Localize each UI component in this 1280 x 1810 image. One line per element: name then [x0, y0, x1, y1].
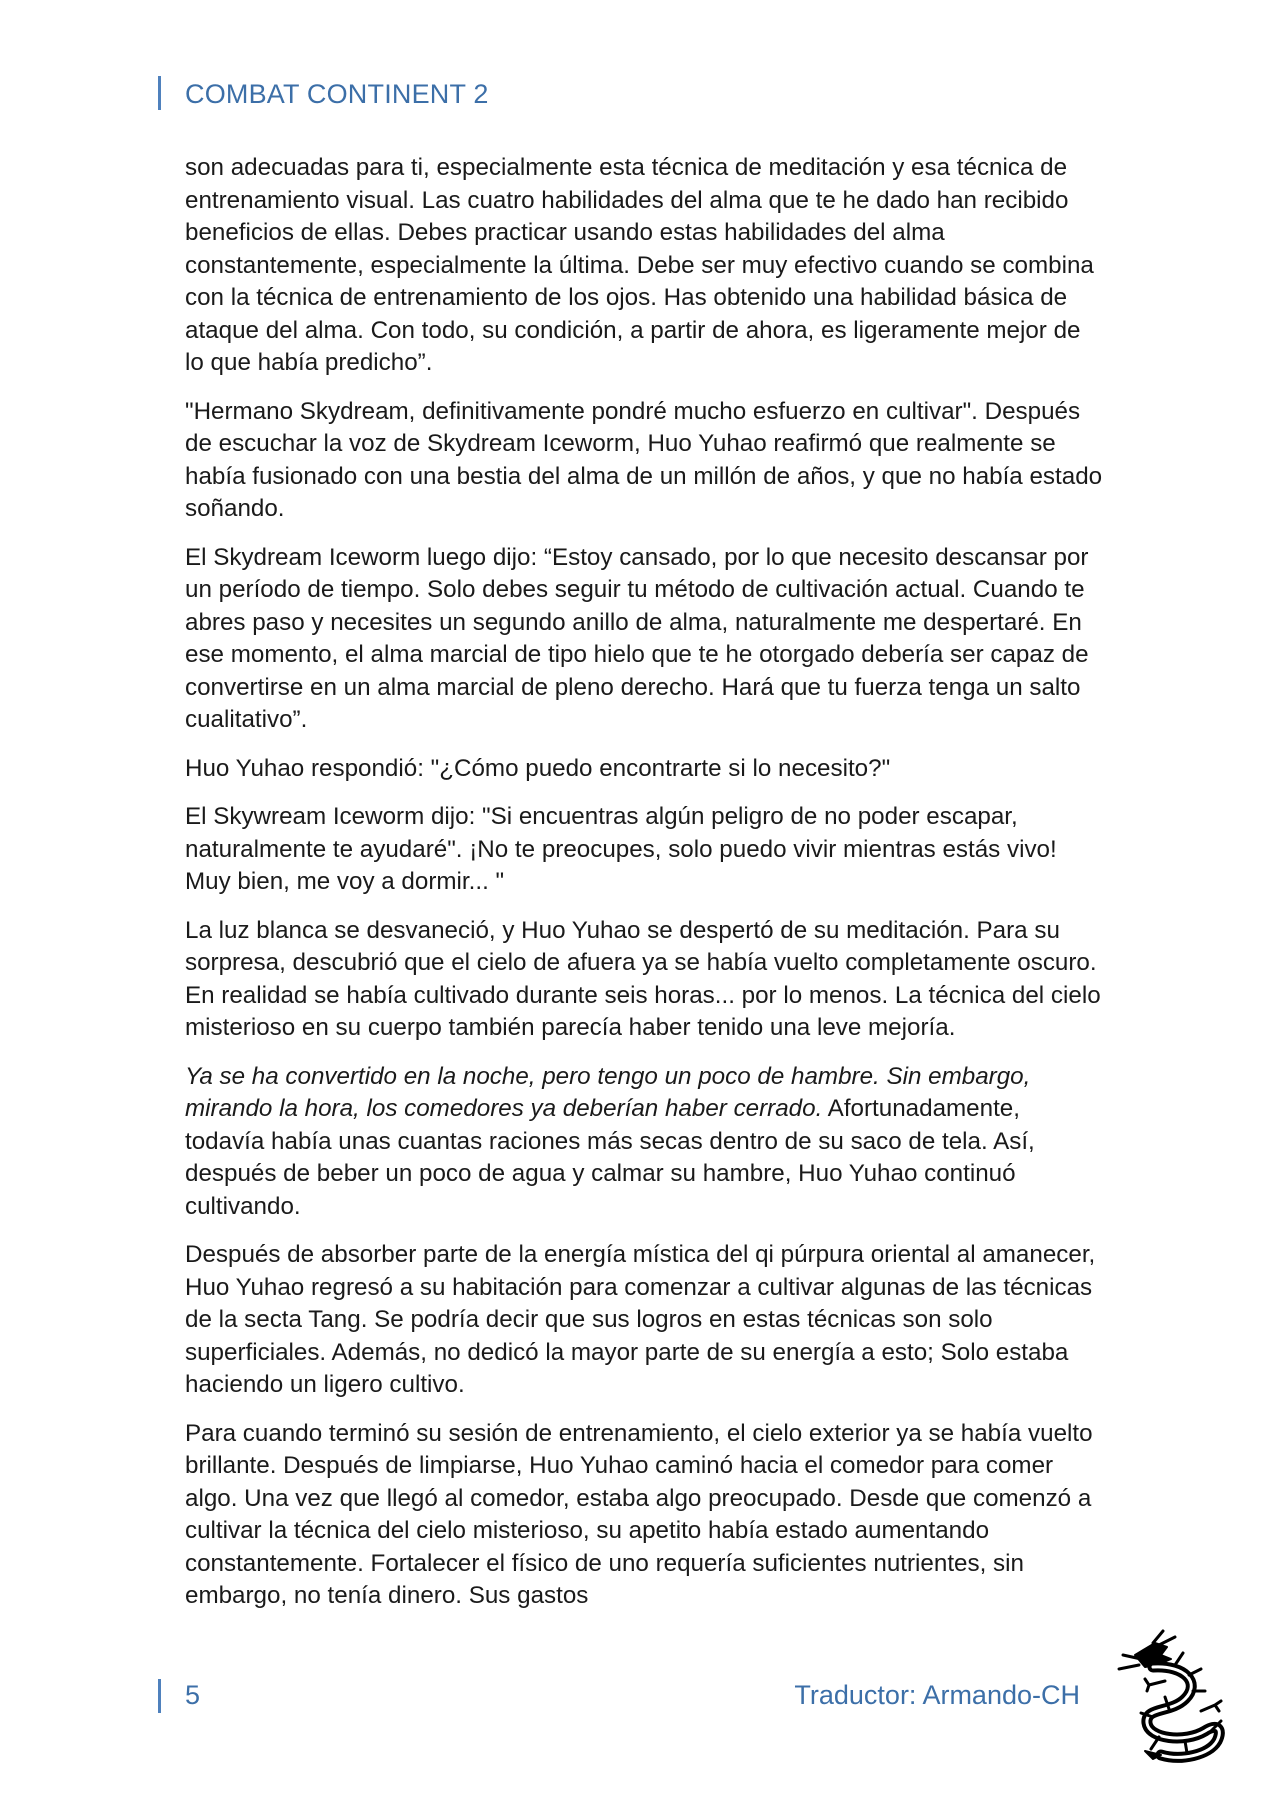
- paragraph: La luz blanca se desvaneció, y Huo Yuhao se despertó de su meditación. Para su sorpresa, descubrió que el cielo de afuera ya se había vuelto completamente oscuro. En realidad se había cultivado durante seis horas... por lo menos. La técnica del cielo misterioso en su cuerpo también parecía haber tenido una leve mejoría.: [185, 916, 1101, 1041]
- paragraph: son adecuadas para ti, especialmente esta técnica de meditación y esa técnica de entrenamiento visual. Las cuatro habilidades del alma que te he dado han recibido beneficios de ellas. Debes practicar usando estas habilidades del alma constantemente, especialmente la última. Debe ser muy efectivo cuando se combina con la técnica de entrenamiento de los ojos. Has obtenido una habilidad básica de ataque del alma. Con todo, su condición, a partir de ahora, es ligeramente mejor de lo que había predicho”.: [185, 154, 1094, 376]
- dragon-icon: [1105, 1625, 1245, 1765]
- translator-credit: Traductor: Armando-CH: [794, 1680, 1080, 1710]
- footer-accent-bar: [158, 1679, 161, 1713]
- paragraph: Para cuando terminó su sesión de entrenamiento, el cielo exterior ya se había vuelto brillante. Después de limpiarse, Huo Yuhao caminó hacia el comedor para comer algo. Una vez que llegó al comedor, estaba algo preocupado. Desde que comenzó a cultivar la técnica del cielo misterioso, su apetito había estado aumentando constantemente. Fortalecer el físico de uno requería suficientes nutrientes, sin embargo, no tenía dinero. Sus gastos: [185, 1419, 1093, 1609]
- paragraph: El Skydream Iceworm luego dijo: “Estoy cansado, por lo que necesito descansar por un período de tiempo. Solo debes seguir tu método de cultivación actual. Cuando te abres paso y necesites un segundo anillo de alma, naturalmente me despertaré. En ese momento, el alma marcial de tipo hielo que te he otorgado debería ser capaz de convertirse en un alma marcial de pleno derecho. Hará que tu fuerza tenga un salto cualitativo”.: [185, 543, 1089, 733]
- running-header-title: COMBAT CONTINENT 2: [185, 79, 489, 109]
- paragraph-mixed: [185, 1061, 1105, 1224]
- paragraph: "Hermano Skydream, definitivamente pondré mucho esfuerzo en cultivar". Después de escuchar la voz de Skydream Iceworm, Huo Yuhao reafirmó que realmente se había fusionado con una bestia del alma de un millón de años, y que no había estado soñando.: [185, 397, 1103, 522]
- page-body: [185, 152, 1105, 1629]
- paragraph: Después de absorber parte de la energía mística del qi púrpura oriental al amanecer, Huo Yuhao regresó a su habitación para comenzar a cultivar algunas de las técnicas de la secta Tang. Se podría decir que sus logros en estas técnicas son solo superficiales. Además, no dedicó la mayor parte de su energía a esto; Solo estaba haciendo un ligero cultivo.: [185, 1241, 1096, 1398]
- paragraph-text: Afortunadamente, todavía había unas cuantas raciones más secas dentro de su saco de tela. Así, después de beber un poco de agua y calmar su hambre, Huo Yuhao continuó cultivando.: [185, 1095, 1035, 1220]
- header-accent-bar: [158, 76, 161, 110]
- paragraph: El Skywream Iceworm dijo: "Si encuentras algún peligro de no poder escapar, naturalmente te ayudaré". ¡No te preocupes, solo puedo vivir mientras estás vivo! Muy bien, me voy a dormir... ": [185, 803, 1057, 895]
- italic-thought: Ya se ha convertido en la noche, pero tengo un poco de hambre. Sin embargo, mirando la hora, los comedores ya deberían haber cerrado.: [185, 1062, 1031, 1122]
- page-number: 5: [185, 1680, 201, 1710]
- paragraph: Huo Yuhao respondió: "¿Cómo puedo encontrarte si lo necesito?": [185, 754, 891, 782]
